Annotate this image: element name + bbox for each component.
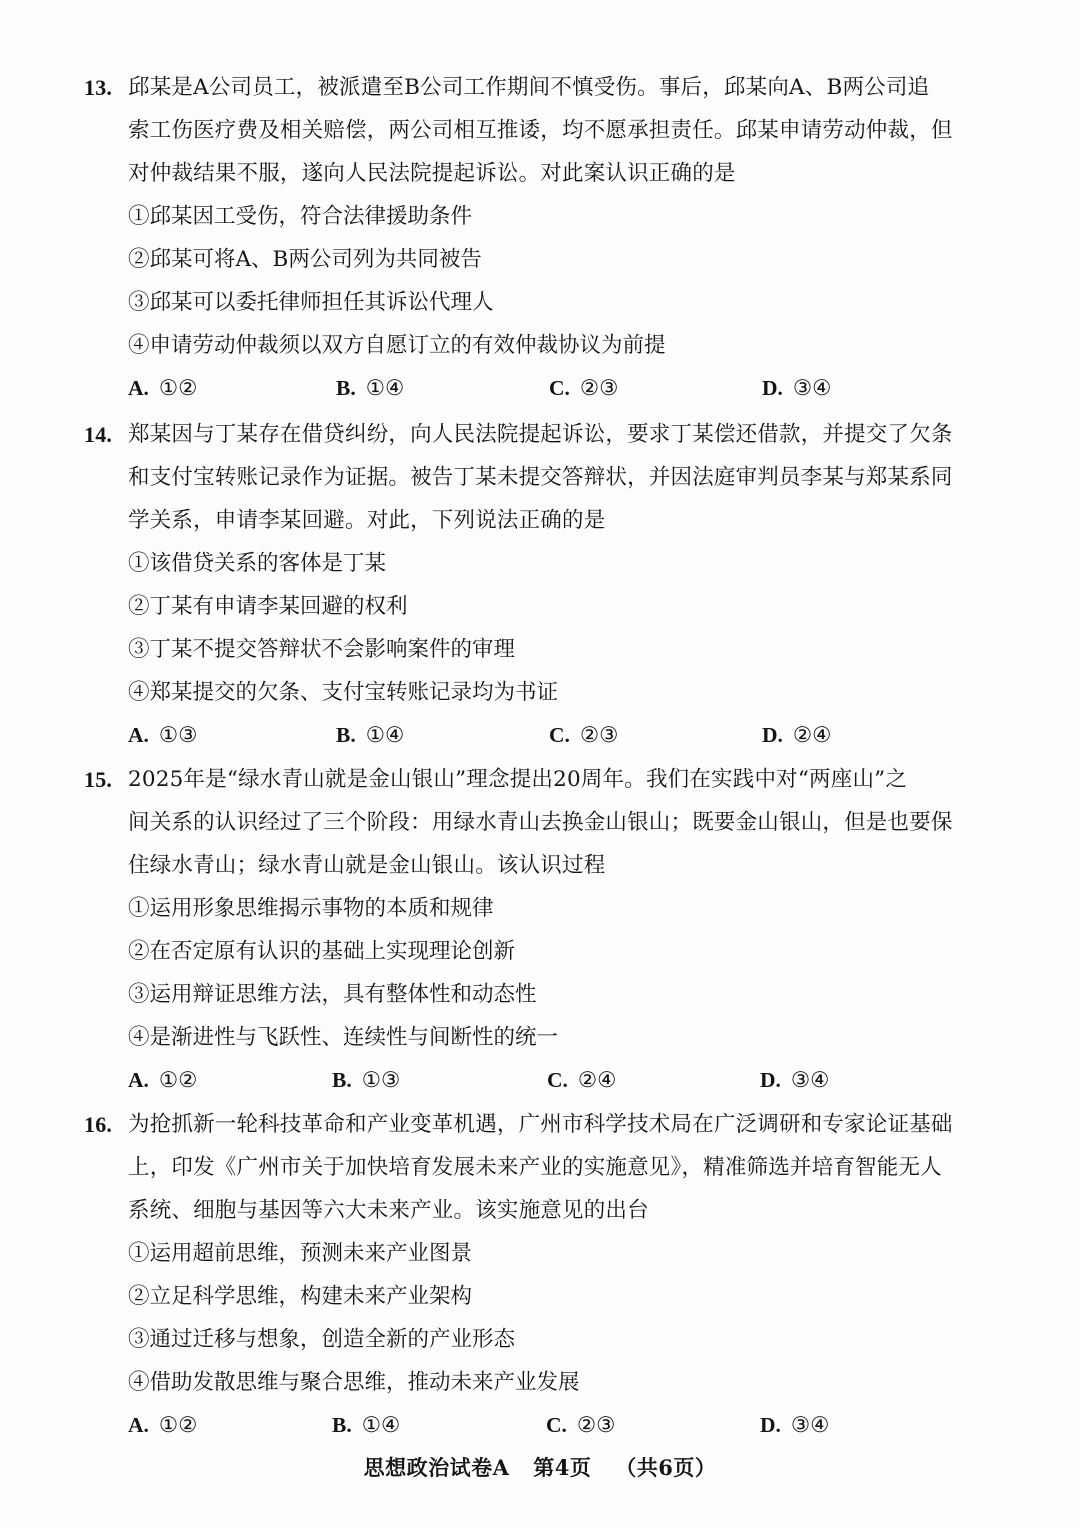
- question-stem-line: 学关系，申请李某回避。对此，下列说法正确的是: [128, 508, 606, 533]
- question-stem-line: 上，印发《广州市关于加快培育发展未来产业的实施意见》，精准筛选并培育智能无人: [128, 1155, 942, 1180]
- answer-choice-d: D. ③④: [762, 376, 832, 401]
- page-footer: [0, 1452, 1080, 1482]
- question-13: [84, 66, 994, 410]
- question-number: 16.: [84, 1112, 113, 1137]
- answer-choice-c: C. ②③: [546, 1413, 616, 1438]
- total-pages: （共6页）: [615, 1455, 717, 1480]
- answer-choices: [84, 367, 994, 410]
- answer-choice-d: D. ②④: [762, 723, 832, 748]
- statement-option: ④借助发散思维与聚合思维，推动未来产业发展: [128, 1370, 580, 1395]
- question-stem-line: 间关系的认识经过了三个阶段：用绿水青山去换金山银山；既要金山银山，但是也要保: [128, 810, 953, 835]
- answer-choice-a: A. ①②: [128, 1068, 198, 1093]
- statement-option: ②在否定原有认识的基础上实现理论创新: [128, 939, 516, 964]
- answer-choice-c: C. ②③: [549, 376, 619, 401]
- statement-option: ②丁某有申请李某回避的权利: [128, 594, 408, 619]
- answer-choice-c: C. ②④: [547, 1068, 617, 1093]
- answer-choice-d: D. ③④: [760, 1413, 830, 1438]
- statement-option: ③运用辩证思维方法，具有整体性和动态性: [128, 982, 537, 1007]
- answer-choice-a: A. ①③: [128, 723, 198, 748]
- answer-choice-a: A. ①②: [128, 1413, 198, 1438]
- question-16: [84, 1103, 994, 1447]
- question-stem-line: 对仲裁结果不服，遂向人民法院提起诉讼。对此案认识正确的是: [128, 161, 736, 186]
- answer-choice-b: B. ①④: [332, 1413, 401, 1438]
- question-stem-line: 2025年是“绿水青山就是金山银山”理念提出20周年。我们在实践中对“两座山”之: [128, 767, 908, 792]
- question-15: [84, 758, 994, 1102]
- question-stem-line: 住绿水青山；绿水青山就是金山银山。该认识过程: [128, 853, 606, 878]
- statement-option: ①运用形象思维揭示事物的本质和规律: [128, 896, 494, 921]
- answer-choices: [84, 1404, 994, 1447]
- answer-choices: [84, 1059, 994, 1102]
- statement-option: ②立足科学思维，构建未来产业架构: [128, 1284, 473, 1309]
- exam-title: 思想政治试卷A: [363, 1455, 510, 1480]
- page-number: 第4页: [533, 1455, 592, 1480]
- question-stem-line: 索工伤医疗费及相关赔偿，两公司相互推诿，均不愿承担责任。邱某申请劳动仲裁，但: [128, 118, 953, 143]
- answer-choice-c: C. ②③: [549, 723, 619, 748]
- question-stem-line: 郑某因与丁某存在借贷纠纷，向人民法院提起诉讼，要求丁某偿还借款，并提交了欠条: [128, 422, 953, 447]
- statement-option: ④是渐进性与飞跃性、连续性与间断性的统一: [128, 1025, 559, 1050]
- statement-option: ①运用超前思维，预测未来产业图景: [128, 1241, 473, 1266]
- statement-option: ④郑某提交的欠条、支付宝转账记录均为书证: [128, 680, 559, 705]
- answer-choice-d: D. ③④: [760, 1068, 830, 1093]
- question-stem-line: 为抢抓新一轮科技革命和产业变革机遇，广州市科学技术局在广泛调研和专家论证基础: [128, 1112, 953, 1137]
- answer-choice-b: B. ①③: [332, 1068, 401, 1093]
- question-stem-line: 邱某是A公司员工，被派遣至B公司工作期间不慎受伤。事后，邱某向A、B两公司追: [128, 75, 930, 100]
- question-14: [84, 413, 994, 757]
- statement-option: ④申请劳动仲裁须以双方自愿订立的有效仲裁协议为前提: [128, 333, 666, 358]
- question-number: 15.: [84, 767, 113, 792]
- statement-option: ③通过迁移与想象，创造全新的产业形态: [128, 1327, 516, 1352]
- answer-choice-a: A. ①②: [128, 376, 198, 401]
- question-number: 14.: [84, 422, 113, 447]
- question-number: 13.: [84, 75, 113, 100]
- statement-option: ①邱某因工受伤，符合法律援助条件: [128, 204, 473, 229]
- question-stem-line: 系统、细胞与基因等六大未来产业。该实施意见的出台: [128, 1198, 649, 1223]
- answer-choice-b: B. ①④: [336, 376, 405, 401]
- statement-option: ③邱某可以委托律师担任其诉讼代理人: [128, 290, 494, 315]
- statement-option: ①该借贷关系的客体是丁某: [128, 551, 387, 576]
- statement-option: ②邱某可将A、B两公司列为共同被告: [128, 247, 482, 272]
- answer-choice-b: B. ①④: [336, 723, 405, 748]
- question-stem-line: 和支付宝转账记录作为证据。被告丁某未提交答辩状，并因法庭审判员李某与郑某系同: [128, 465, 953, 490]
- statement-option: ③丁某不提交答辩状不会影响案件的审理: [128, 637, 516, 662]
- answer-choices: [84, 714, 994, 757]
